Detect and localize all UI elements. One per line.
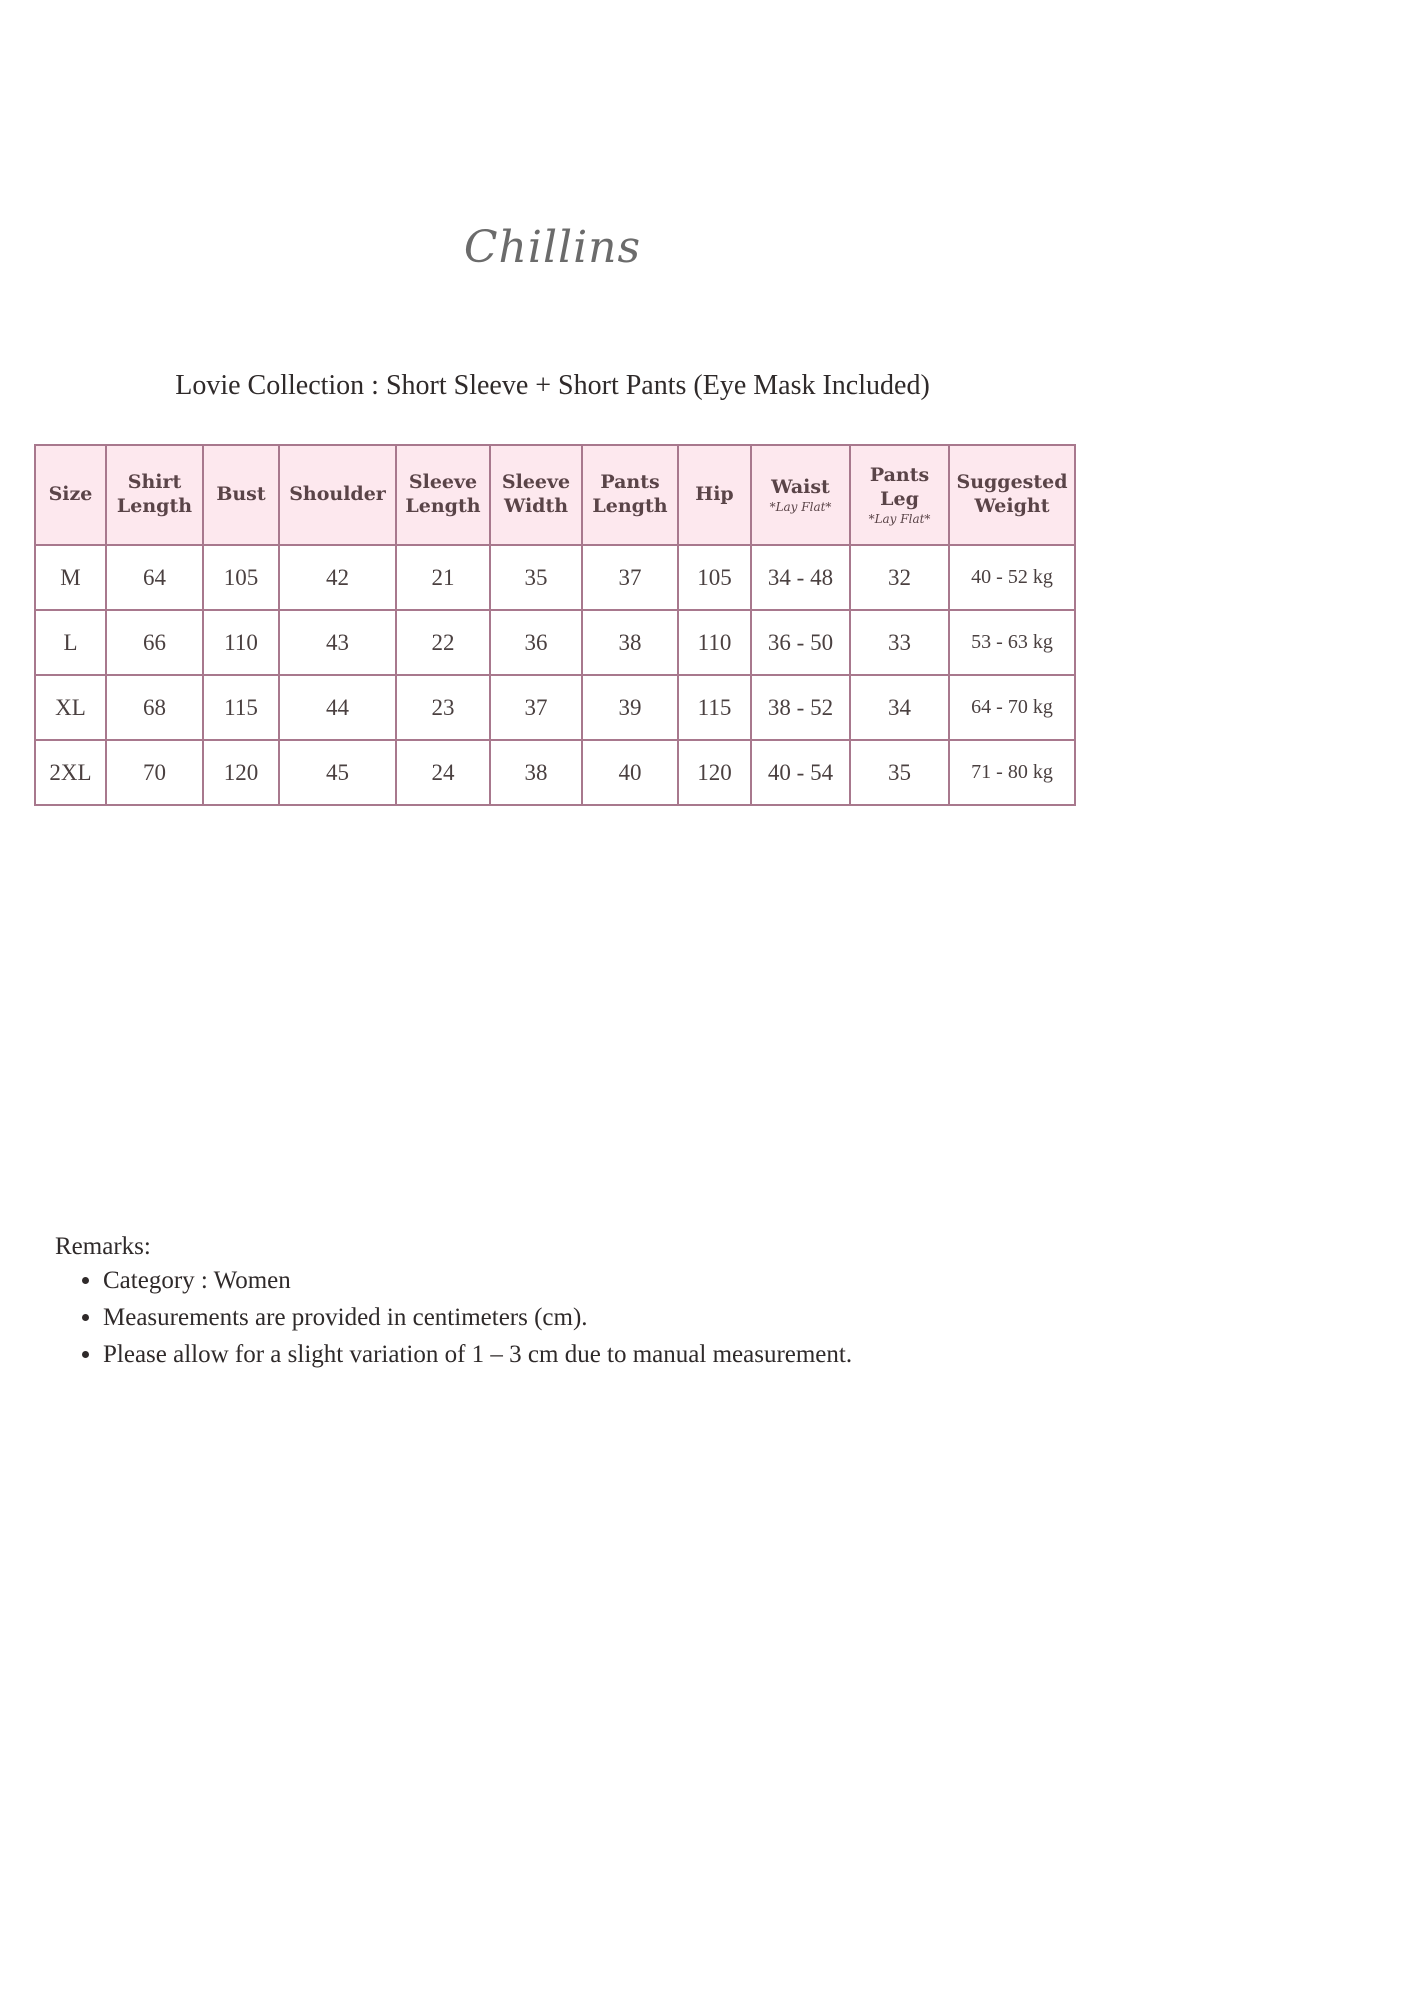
size-cell: XL xyxy=(35,675,106,740)
column-header xyxy=(106,445,203,545)
table-cell: 34 xyxy=(850,675,949,740)
column-header xyxy=(396,445,490,545)
table-cell: 64 - 70 kg xyxy=(949,675,1075,740)
table-cell: 24 xyxy=(396,740,490,805)
table-cell: 40 - 54 xyxy=(751,740,850,805)
table-cell: 68 xyxy=(106,675,203,740)
table-row xyxy=(35,740,1075,805)
column-header xyxy=(203,445,279,545)
table-row xyxy=(35,610,1075,675)
column-header xyxy=(35,445,106,545)
column-header-label: Hip xyxy=(695,483,734,506)
column-header-label: Shoulder xyxy=(289,483,386,506)
column-header xyxy=(678,445,751,545)
table-cell: 70 xyxy=(106,740,203,805)
table-cell: 115 xyxy=(678,675,751,740)
column-header-label: Pants Leg xyxy=(869,464,930,510)
column-header-label: Waist xyxy=(771,475,830,498)
remarks-item: • Category : Women xyxy=(103,1267,852,1295)
table-cell: 71 - 80 kg xyxy=(949,740,1075,805)
table-cell: 43 xyxy=(279,610,396,675)
table-row xyxy=(35,675,1075,740)
table-cell: 40 - 52 kg xyxy=(949,545,1075,610)
size-chart-table xyxy=(34,444,1076,806)
table-cell: 53 - 63 kg xyxy=(949,610,1075,675)
table-cell: 120 xyxy=(678,740,751,805)
column-header-label: Size xyxy=(48,483,93,506)
table-cell: 115 xyxy=(203,675,279,740)
column-header xyxy=(949,445,1075,545)
table-cell: 34 - 48 xyxy=(751,545,850,610)
column-header xyxy=(279,445,396,545)
column-header-note: *Lay Flat* xyxy=(868,511,931,526)
table-cell: 35 xyxy=(850,740,949,805)
remarks-list xyxy=(55,1267,852,1369)
table-cell: 105 xyxy=(678,545,751,610)
table-cell: 38 xyxy=(582,610,678,675)
table-cell: 66 xyxy=(106,610,203,675)
table-cell: 110 xyxy=(678,610,751,675)
table-body xyxy=(35,545,1075,805)
column-header-label: Sleeve Width xyxy=(501,471,571,517)
column-header-label: Shirt Length xyxy=(116,471,193,517)
remarks-item: • Please allow for a slight variation of 1 – 3 cm due to manual measurement. xyxy=(103,1341,852,1369)
table-cell: 64 xyxy=(106,545,203,610)
table-header-row xyxy=(35,445,1075,545)
table-cell: 45 xyxy=(279,740,396,805)
table-cell: 32 xyxy=(850,545,949,610)
column-header xyxy=(490,445,582,545)
table-row xyxy=(35,545,1075,610)
table-cell: 44 xyxy=(279,675,396,740)
column-header xyxy=(850,445,949,545)
table-cell: 33 xyxy=(850,610,949,675)
table-cell: 36 - 50 xyxy=(751,610,850,675)
column-header xyxy=(751,445,850,545)
table-cell: 22 xyxy=(396,610,490,675)
table-cell: 21 xyxy=(396,545,490,610)
table-cell: 40 xyxy=(582,740,678,805)
column-header-label: Pants Length xyxy=(592,471,668,517)
table-cell: 110 xyxy=(203,610,279,675)
remarks-heading: Remarks: xyxy=(55,1233,151,1260)
table-cell: 39 xyxy=(582,675,678,740)
column-header xyxy=(582,445,678,545)
column-header-note: *Lay Flat* xyxy=(769,499,832,514)
column-header-label: Suggested Weight xyxy=(956,471,1068,517)
size-cell: 2XL xyxy=(35,740,106,805)
column-header-label: Bust xyxy=(216,483,266,506)
page-title: Lovie Collection : Short Sleeve + Short Pants (Eye Mask Included) xyxy=(175,370,930,401)
table-cell: 37 xyxy=(582,545,678,610)
table-cell: 105 xyxy=(203,545,279,610)
remarks-section xyxy=(55,1233,852,1378)
table-cell: 23 xyxy=(396,675,490,740)
table-cell: 38 - 52 xyxy=(751,675,850,740)
table-cell: 120 xyxy=(203,740,279,805)
table-cell: 42 xyxy=(279,545,396,610)
column-header-label: Sleeve Length xyxy=(405,471,481,517)
remarks-item: • Measurements are provided in centimeters (cm). xyxy=(103,1304,852,1332)
brand-logo: Chillins xyxy=(463,222,642,273)
table-cell: 35 xyxy=(490,545,582,610)
table-cell: 37 xyxy=(490,675,582,740)
size-cell: L xyxy=(35,610,106,675)
size-cell: M xyxy=(35,545,106,610)
table-cell: 36 xyxy=(490,610,582,675)
table-cell: 38 xyxy=(490,740,582,805)
